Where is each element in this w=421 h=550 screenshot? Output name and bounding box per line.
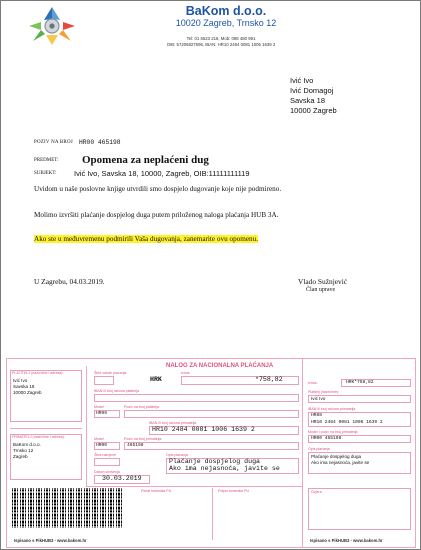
receipt-payer-label: Platitelj (naziv/ime): <box>308 390 340 394</box>
signature-label: Potpis korisnika PU <box>218 489 250 493</box>
paragraph-2: Molimo izvršiti plaćanje dospjelog duga putem priloženog naloga plaćanja HUB 3A. <box>34 211 279 219</box>
company-contact <box>121 36 321 48</box>
payee-ref-value: 465198 <box>127 443 144 448</box>
recipient-line: Savska 18 <box>290 96 326 105</box>
receipt-payee-ref-value: HR00 465198 <box>311 436 342 441</box>
receipt-payer-value: Ivić Ivo <box>311 396 326 401</box>
debtor-label: SUBJEKT: <box>34 171 57 176</box>
payer-ref-label: Poziv na broj platitelja <box>124 405 159 409</box>
footer-right: Ispisano s PikHUB3 - www.bakom.hr <box>310 538 383 543</box>
payee-label: PRIMATELJ (naziv/ime i adresa): <box>12 435 65 439</box>
company-name: BaKom d.o.o. <box>185 4 267 18</box>
letter-title: Opomena za neplaćeni dug <box>82 154 209 166</box>
place-date: U Zagrebu, 04.03.2019. <box>34 277 105 286</box>
reference-value: HR00 465198 <box>79 139 121 146</box>
recipient-line: Ivić Domagoj <box>290 86 334 95</box>
payee-model-value: HR00 <box>96 443 108 448</box>
payer-iban-label: IBAN ili broj računa platitelja <box>94 389 139 393</box>
currency-label: Šifra valute plaćanja <box>94 371 127 375</box>
description-line-2: Ako ima nejasnoća, javite se <box>169 465 280 472</box>
highlighted-text: Ako ste u međuvremenu podmirili Vaša dugovanja, zanemarite ovu opomenu. <box>34 235 259 243</box>
payer-city: 10000 Zagreb <box>13 390 42 395</box>
receipt-model-value: HR88 <box>311 413 323 418</box>
purpose-code-label: Šifra namjene <box>94 453 117 457</box>
signer-name: Vlado Sužnjević <box>298 277 348 286</box>
receipt-description-line-2: Ako ima nejasnoća, javite se <box>311 460 370 465</box>
amount-value: *758,82 <box>255 376 283 383</box>
payee-name: BaKom d.o.o. <box>13 442 41 447</box>
contact-line-oib: OIB: 57206827596, IBAN: HR10 2484 0081 1006 1639 2 <box>166 42 276 47</box>
paragraph-3 <box>34 235 258 243</box>
receipt-payee-ref-label: Model i poziv na broj primatelja <box>308 430 358 434</box>
payer-name: Ivić Ivo <box>13 378 28 383</box>
payer-model-label: Model <box>94 405 104 409</box>
debtor-value: Ivić Ivo, Savska 18, 10000, Zagreb, OIB:11111111119 <box>74 169 250 178</box>
payee-iban-value: HR10 2484 0081 1006 1639 2 <box>152 426 255 433</box>
payee-iban-label: IBAN ili broj računa primatelja <box>149 421 197 425</box>
amount-label: Iznos <box>181 371 190 375</box>
company-logo-icon <box>27 5 77 47</box>
payee-city: Zagreb <box>13 454 28 459</box>
signer-title: Član uprave <box>306 287 336 293</box>
receipt-stamp-label: Ovjera <box>311 490 322 494</box>
due-date-label: Datum izvršenja <box>94 470 120 474</box>
description-label: Opis plaćanja <box>166 453 188 457</box>
slip-title: NALOG ZA NACIONALNA PLAĆANJA <box>166 363 274 369</box>
stamp-label: Pečat korisnika PU <box>141 489 172 493</box>
recipient-address <box>290 76 337 116</box>
receipt-amount-label: Iznos: <box>308 381 318 385</box>
receipt-payee-iban-value: HR10 2484 0081 1006 1639 2 <box>311 420 383 425</box>
recipient-line: Ivić Ivo <box>290 76 314 85</box>
footer-left: Ispisano s PikHUB3 - www.bakom.hr <box>14 538 87 543</box>
payee-street: Trnsko 12 <box>13 448 34 453</box>
payer-street: Savska 18 <box>13 384 35 389</box>
currency-value: HRK <box>150 376 162 383</box>
reference-label: POZIV NA BROJ <box>34 140 73 145</box>
due-date-value: 30.03.2019 <box>102 475 142 482</box>
company-address: 10020 Zagreb, Trnsko 12 <box>175 18 277 28</box>
receipt-description-label: Opis plaćanja <box>308 447 330 451</box>
description-line-1: Plaćanje dospjelog duga <box>169 458 261 465</box>
subject-label: PREDMET: <box>34 158 59 163</box>
payment-slip <box>6 358 416 548</box>
receipt-description-line-1: Plaćanje dospjelog duga <box>311 454 362 459</box>
receipt-payee-iban-label: IBAN ili broj računa primatelja <box>308 407 356 411</box>
payee-ref-label: Poziv na broj primatelja <box>124 437 162 441</box>
payer-model-value: HR99 <box>96 411 108 416</box>
payee-model-label: Model <box>94 437 104 441</box>
paragraph-1: Uvidom u naše poslovne knjige utvrdili smo dospjelo dugovanje koje nije podmireno. <box>34 185 282 193</box>
payer-label: PLATITELJ (naziv/ime i adresa): <box>12 371 64 375</box>
contact-line-phone: Tel: 01 6523 218, Mob: 098 480 991 <box>186 36 256 41</box>
receipt-amount-value: HRK*758,82 <box>346 380 374 385</box>
recipient-line: 10000 Zagreb <box>290 106 337 115</box>
